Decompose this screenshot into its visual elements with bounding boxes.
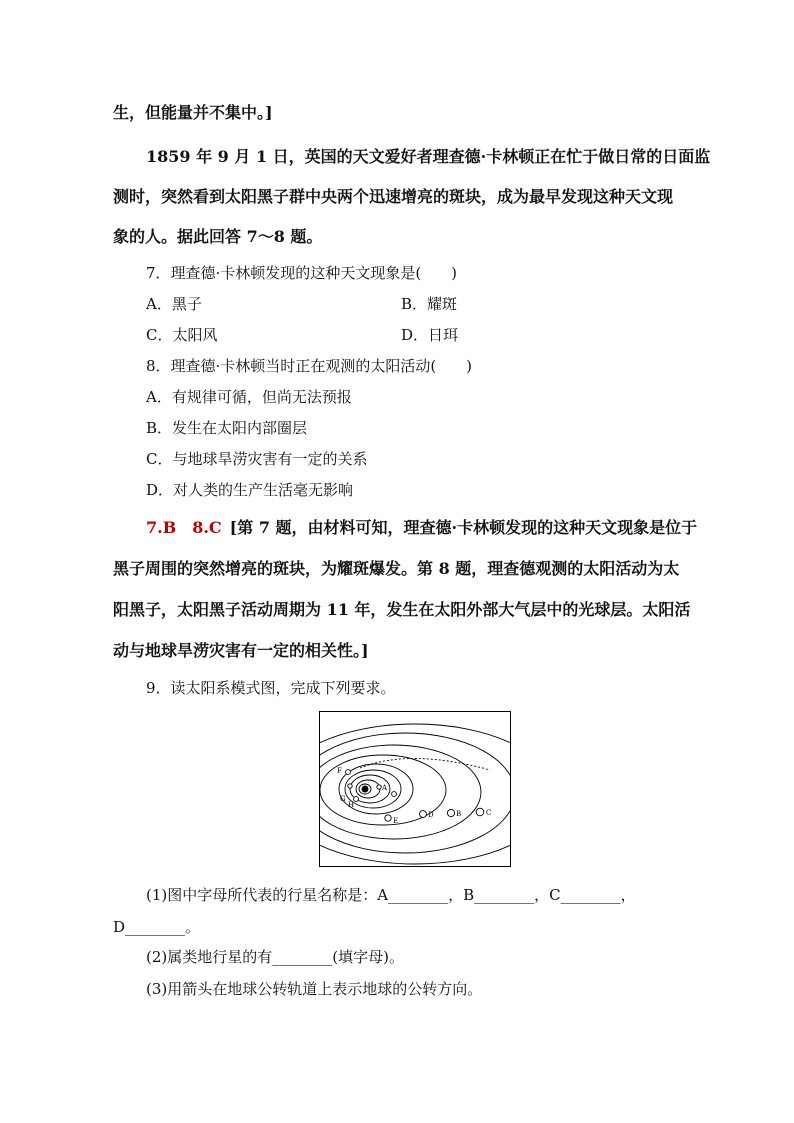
q7-option-c: C．太阳风 — [146, 326, 218, 344]
orbit-7 — [320, 733, 510, 853]
label-f: F — [337, 767, 342, 775]
planet-g — [348, 784, 352, 788]
solar-system-diagram — [319, 711, 511, 867]
orbit-8 — [320, 724, 510, 864]
q8-option-c: C．与地球旱涝灾害有一定的关系 — [146, 450, 368, 468]
text-line-2: 1859 年 9 月 1 日，英国的天文爱好者理查德·卡林顿正在忙于做日常的日面监 — [146, 147, 711, 166]
planet-h — [354, 797, 359, 802]
label-d: D — [428, 811, 434, 819]
text-line-4: 象的人。据此回答 7～8 题。 — [113, 227, 323, 246]
q9-part3: (3)用箭头在地球公转轨道上表示地球的公转方向。 — [146, 980, 483, 998]
q9-part2: (2)属类地行星的有________(填字母)。 — [146, 948, 404, 966]
planet-b — [447, 809, 454, 816]
planet-f — [346, 770, 351, 775]
solar-system-orbits — [320, 712, 510, 866]
q9-part1-line1: (1)图中字母所代表的行星名称是：A________，B________，C________， — [146, 886, 636, 904]
answer-line-3: 阳黑子，太阳黑子活动周期为 11 年，发生在太阳外部大气层中的光球层。太阳活 — [113, 600, 691, 619]
q7-stem: 7．理查德·卡林顿发现的这种天文现象是( ) — [146, 264, 458, 282]
answer-line-2: 黑子周围的突然增亮的斑块，为耀斑爆发。第 8 题，理查德观测的太阳活动为太 — [113, 559, 680, 578]
q9-stem: 9．读太阳系模式图，完成下列要求。 — [146, 679, 396, 697]
planet-a — [377, 785, 381, 789]
q8-stem: 8．理查德·卡林顿当时正在观测的太阳活动( ) — [146, 357, 473, 375]
planet-d — [420, 811, 427, 818]
label-h: H — [348, 801, 355, 809]
q7-option-b: B．耀斑 — [401, 295, 458, 313]
label-b: B — [456, 810, 462, 818]
answer-line-1 — [146, 515, 697, 538]
answer-key: 7.B 8.C — [146, 518, 222, 537]
q8-option-a: A．有规律可循，但尚无法预报 — [146, 388, 352, 406]
label-g: G — [340, 795, 346, 803]
answer-line-4: 动与地球旱涝灾害有一定的相关性。] — [113, 641, 369, 660]
sun-center — [362, 786, 368, 792]
label-a: A — [382, 784, 388, 792]
answer-explanation-1: [第 7 题，由材料可知，理查德·卡林顿发现的这种天文现象是位于 — [229, 518, 698, 537]
planet-e — [385, 815, 391, 821]
text-line-3: 测时，突然看到太阳黑子群中央两个迅速增亮的斑块，成为最早发现这种天文现 — [113, 187, 674, 206]
q9-part1-line2: D________。 — [113, 918, 201, 936]
q7-option-d: D．日珥 — [401, 326, 459, 344]
planet-small-1 — [392, 792, 397, 797]
q8-option-b: B．发生在太阳内部圈层 — [146, 419, 308, 437]
label-e: E — [393, 817, 399, 825]
text-line-1: 生，但能量并不集中。] — [113, 103, 273, 122]
planet-c — [476, 808, 484, 816]
label-c: C — [486, 809, 492, 817]
q8-option-d: D．对人类的生产生活毫无影响 — [146, 481, 354, 499]
q7-option-a: A．黑子 — [146, 295, 202, 313]
